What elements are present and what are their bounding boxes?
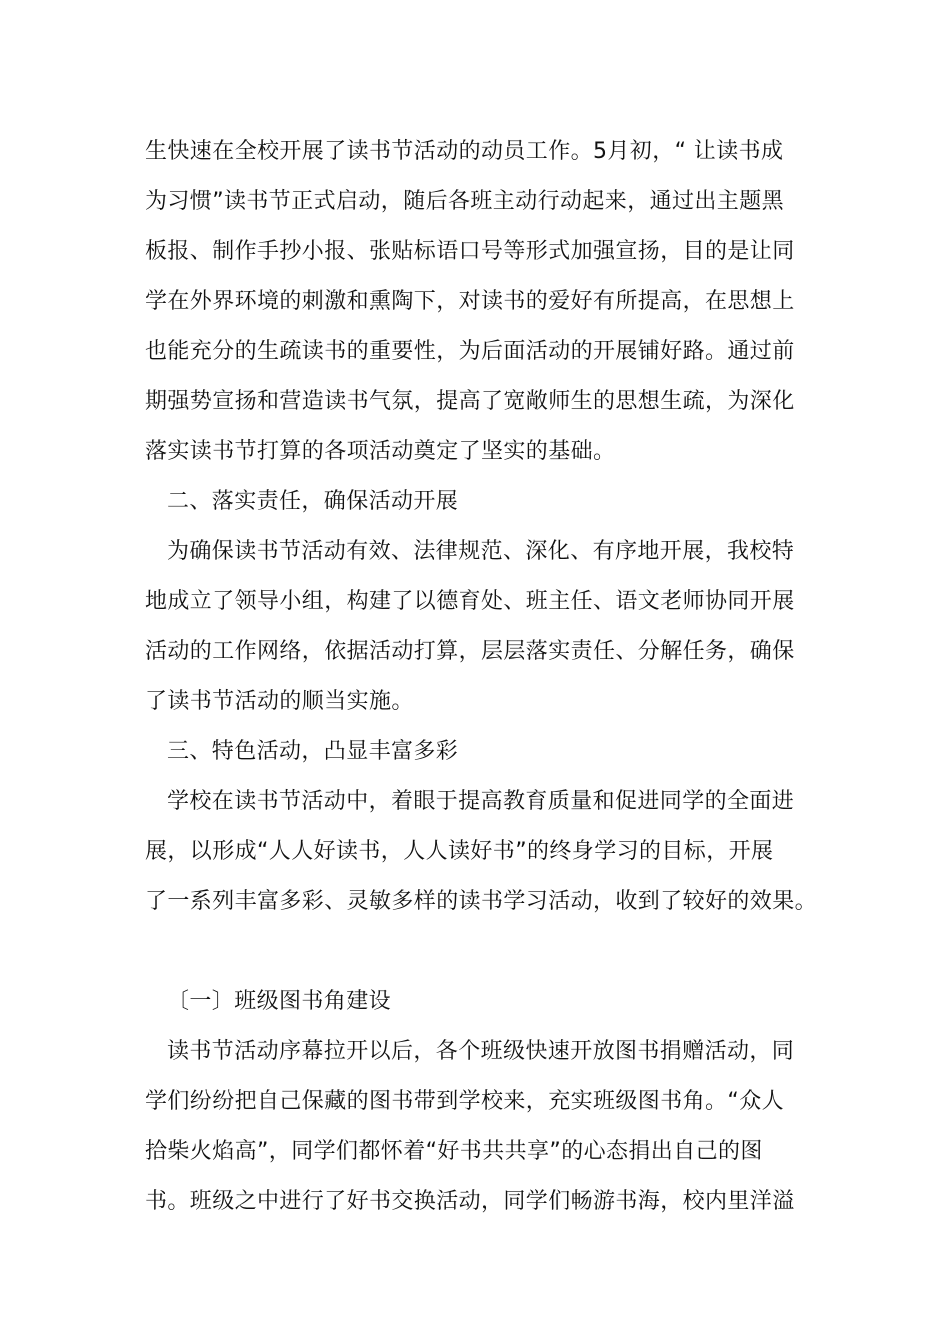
text-line: 读书节活动序幕拉开以后，各个班级快速开放图书捐赠活动，同 (167, 1039, 795, 1064)
text-line: 学们纷纷把自己保藏的图书带到学校来，充实班级图书角。“众人 (145, 1089, 784, 1114)
text-line: 学校在读书节活动中，着眼于提高教育质量和促进同学的全面进 (167, 789, 795, 814)
text-line: 为习惯”读书节正式启动，随后各班主动行动起来，通过出主题黑 (145, 189, 784, 214)
document-body (145, 127, 835, 1227)
text-line: 期强势宣扬和营造读书气氛，提高了宽敞师生的思想生疏，为深化 (145, 389, 795, 414)
text-line (145, 927, 835, 977)
text-line: 了读书节活动的顺当实施。 (145, 689, 414, 714)
text-line: 了一系列丰富多彩、灵敏多样的读书学习活动，收到了较好的效果。 (145, 889, 818, 914)
text-line: 学在外界环境的刺激和熏陶下，对读书的爱好有所提高，在思想上 (145, 289, 795, 314)
text-line: 书。班级之中进行了好书交换活动，同学们畅游书海，校内里洋溢 (145, 1189, 795, 1214)
text-line: 地成立了领导小组，构建了以德育处、班主任、语文老师协同开展 (145, 589, 795, 614)
text-line: 板报、制作手抄小报、张贴标语口号等形式加强宣扬，目的是让同 (145, 239, 795, 264)
text-line: 〔一〕班级图书角建设 (167, 989, 392, 1014)
text-line: 三、特色活动，凸显丰富多彩 (167, 739, 459, 764)
text-line: 拾柴火焰高”，同学们都怀着“好书共共享”的心态捐出自己的图 (145, 1139, 763, 1164)
text-line: 落实读书节打算的各项活动奠定了坚实的基础。 (145, 439, 616, 464)
text-line: 活动的工作网络，依据活动打算，层层落实责任、分解任务，确保 (145, 639, 795, 664)
text-line: 生快速在全校开展了读书节活动的动员工作。5月初，“ 让读书成 (145, 139, 784, 164)
text-line: 也能充分的生疏读书的重要性，为后面活动的开展铺好路。通过前 (145, 339, 795, 364)
text-line: 为确保读书节活动有效、法律规范、深化、有序地开展，我校特 (167, 539, 795, 564)
text-line: 二、落实责任，确保活动开展 (167, 489, 459, 514)
text-line: 展，以形成“人人好读书，人人读好书”的终身学习的目标，开展 (145, 839, 774, 864)
